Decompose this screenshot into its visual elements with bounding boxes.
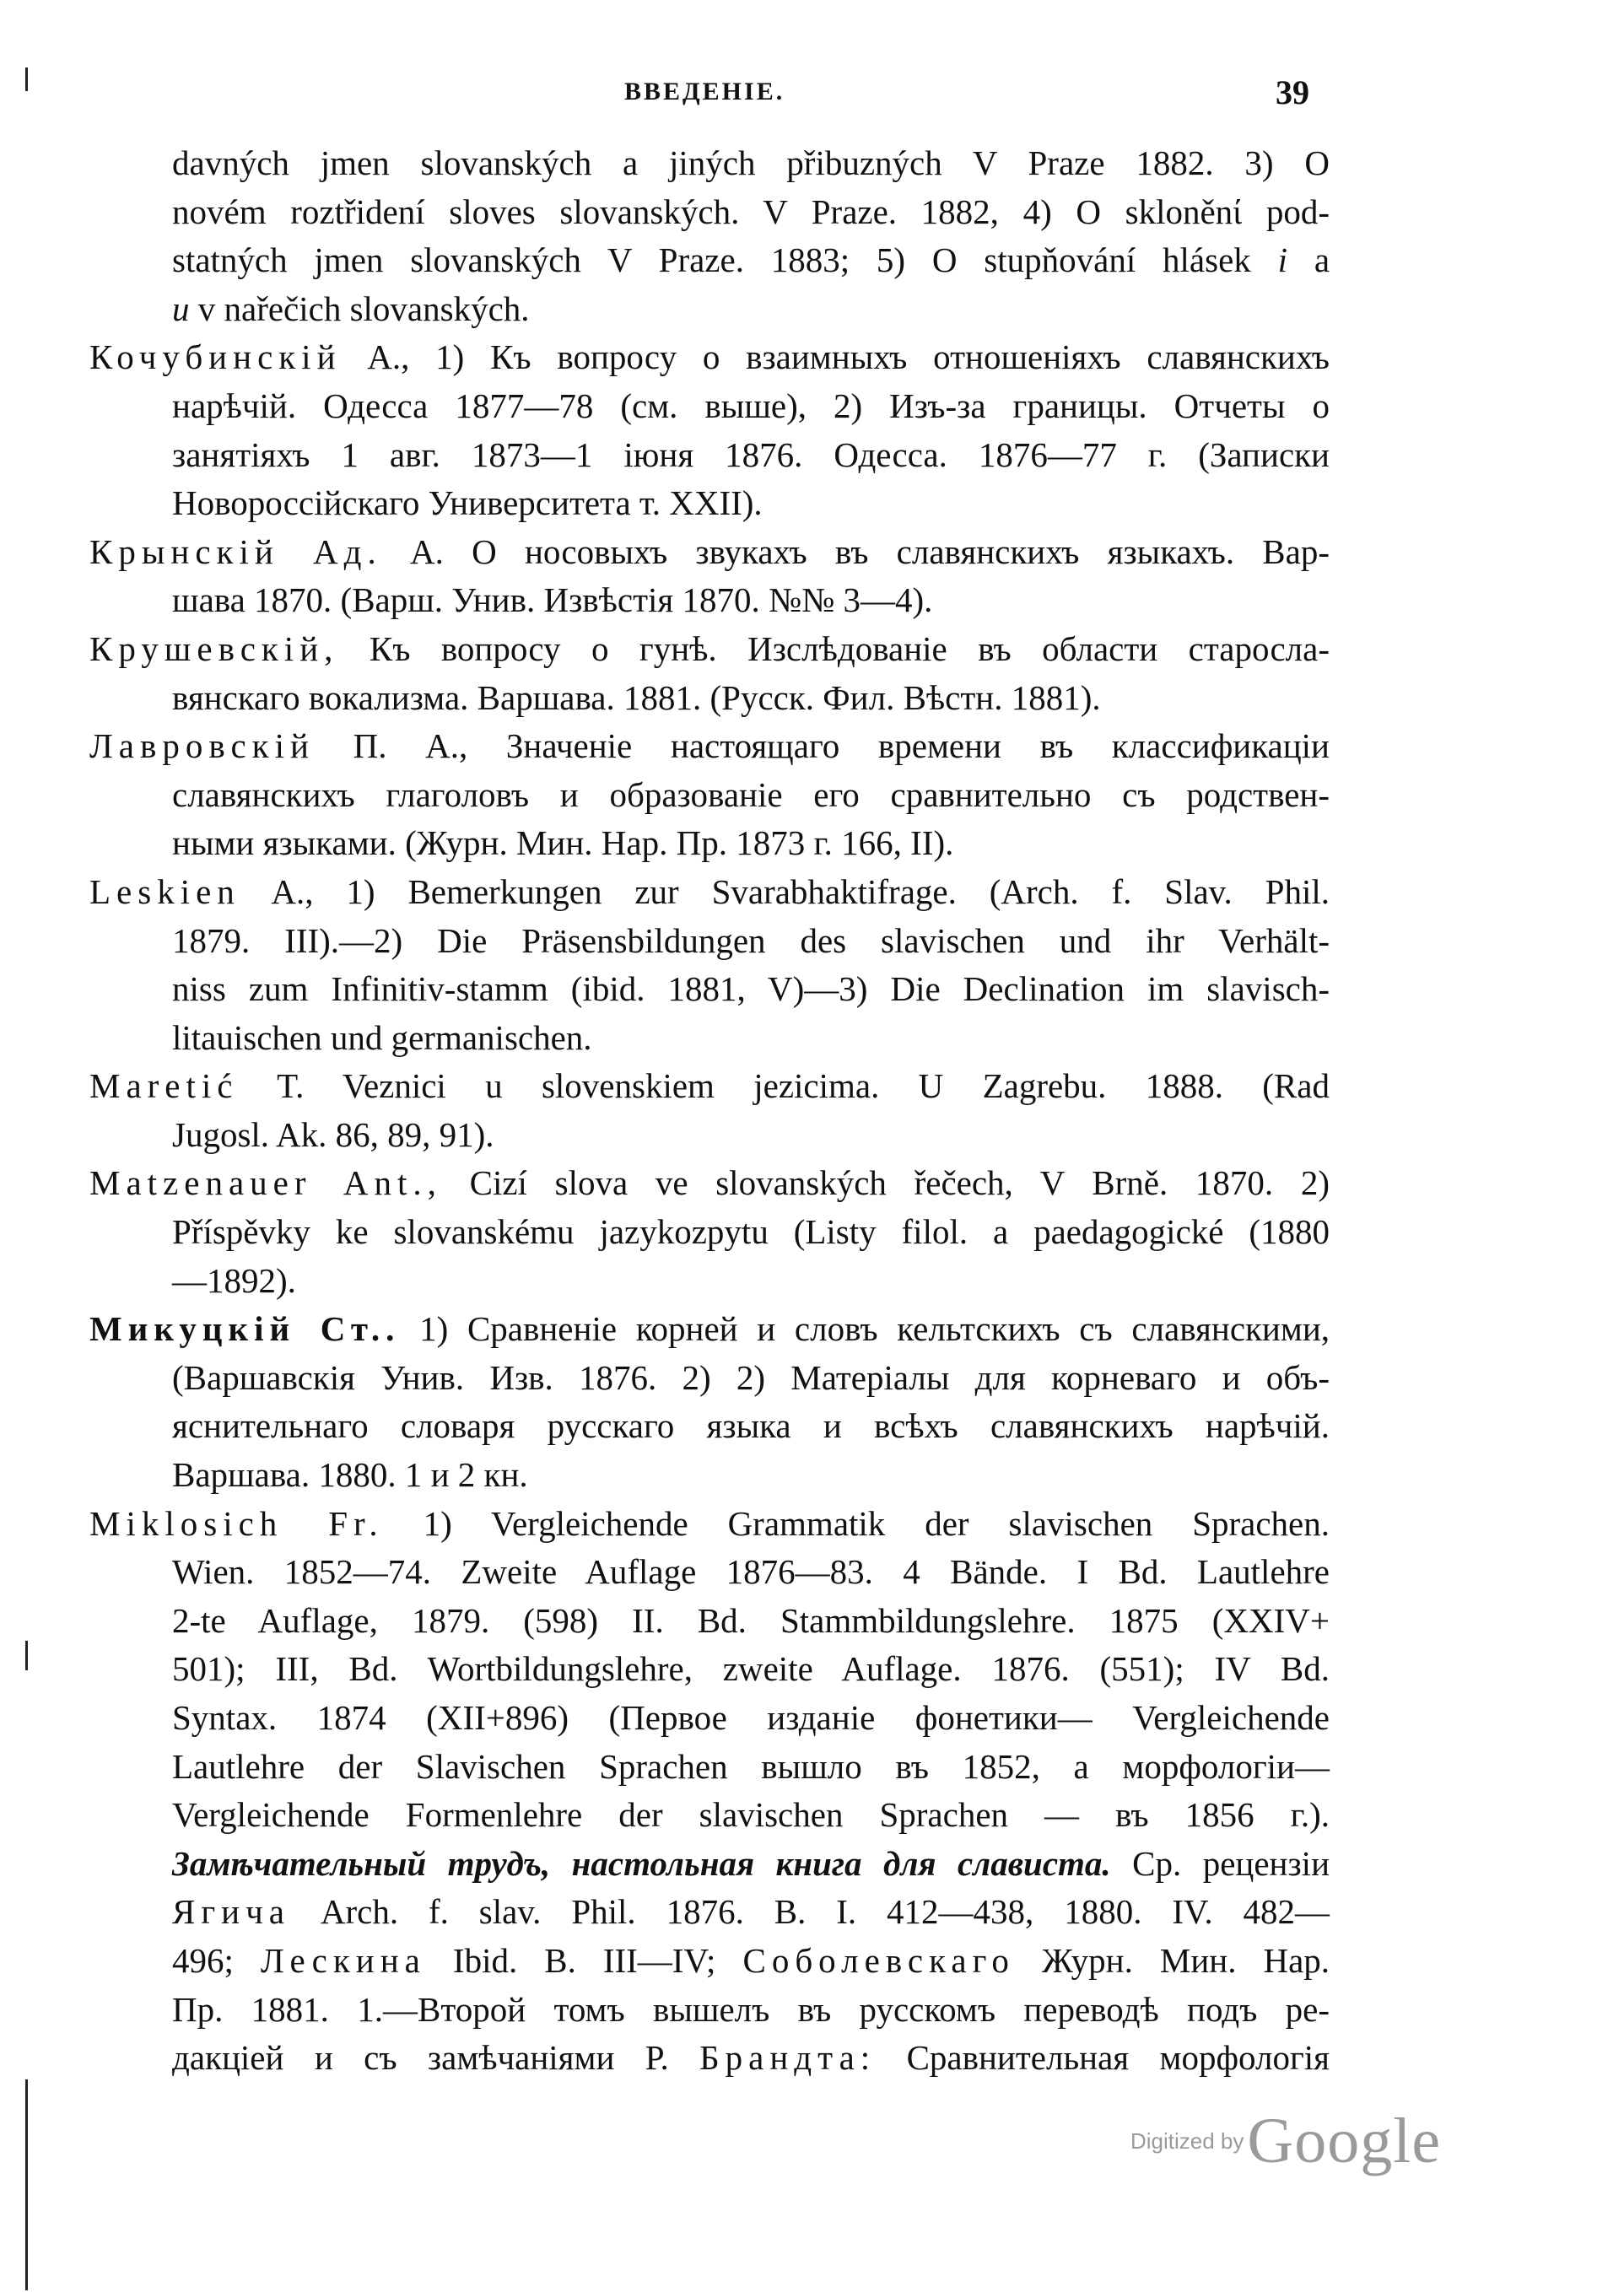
page-edge-bottom	[25, 2079, 28, 2290]
text-line: niss zum Infinitiv-stamm (ibid. 1881, V)—3) Die Declination im slavisch-	[172, 969, 1330, 1009]
bib-entry-maretic: Maretić T. Veznici u slovenskiem jezicima. U Zagrebu. 1888. (Rad	[89, 1066, 1330, 1106]
author-name: Крушевскій,	[89, 628, 339, 668]
author-name: Микуцкій Ст..	[89, 1309, 401, 1349]
text-line: novém roztřidení sloves slovanských. V Praze. 1882, 4) O skloněnί pod-	[172, 191, 1330, 231]
text-line: Příspěvky ke slovanskému jazykozpytu (Listy filol. a paedagogické (1880	[172, 1212, 1330, 1252]
text-line: (Варшавскія Унив. Изв. 1876. 2) 2) Матеріалы для корневаго и объ-	[172, 1357, 1330, 1397]
text-line: славянскихъ глаголовъ и образованіе его сравнительно съ родствен-	[172, 774, 1330, 814]
page-edge-mid	[25, 1641, 28, 1670]
text-line: Vergleichende Formenlehre der slavischen Sprachen — въ 1856 г.).	[172, 1795, 1330, 1835]
text-line: вянскаго вокализма. Варшава. 1881. (Русск. Фил. Вѣстн. 1881).	[172, 677, 1101, 717]
text-line: Wien. 1852—74. Zweite Auflage 1876—83. 4 Bände. I Bd. Lautlehre	[172, 1552, 1330, 1592]
bib-entry-krushevsky: Крушевскій, Къ вопросу о гунѣ. Изслѣдованіе въ области старосла-	[89, 628, 1330, 668]
text-line: davných jmen slovanských a jiných přibuzných V Praze 1882. 3) O	[172, 143, 1330, 182]
bibliography-text	[89, 139, 1330, 2083]
text-line: 2-te Auflage, 1879. (598) II. Bd. Stammbildungslehre. 1875 (XXIV+	[172, 1600, 1330, 1640]
digitized-by-google-watermark	[1130, 2105, 1441, 2181]
author-name: Leskien	[89, 871, 240, 911]
bib-entry-kochubinsky: Кочубинскій А., 1) Къ вопросу о взаимныхъ отношеніяхъ славянскихъ	[89, 337, 1330, 377]
text-line: 501); III, Bd. Wortbildungslehre, zweite Auflage. 1876. (551); IV Bd.	[172, 1649, 1330, 1689]
text-line: ными языками. (Журн. Мин. Нар. Пр. 1873 г. 166, II).	[172, 823, 954, 863]
author-name: Лавровскій	[89, 726, 315, 766]
text-line: —1892).	[172, 1260, 296, 1300]
author-name: Matzenauer Ant.,	[89, 1163, 442, 1203]
text-line: Lautlehre der Slavischen Sprachen вышло въ 1852, а морфологіи—	[172, 1746, 1330, 1786]
page-number: 39	[1276, 73, 1309, 111]
watermark-prefix: Digitized by	[1130, 2128, 1244, 2154]
text-line: 496; Лескина Ibid. B. III—IV; Соболевскаго Журн. Мин. Нар.	[172, 1940, 1330, 1980]
author-name: Ягича	[172, 1892, 290, 1932]
text-line: нарѣчій. Одесса 1877—78 (см. выше), 2) Изъ-за границы. Отчеты о	[172, 386, 1330, 425]
text-line: 1879. III).—2) Die Präsensbildungen des slavischen und ihr Verhält-	[172, 920, 1330, 960]
text-line: яснительнаго словаря русскаго языка и всѣхъ славянскихъ нарѣчій.	[172, 1406, 1330, 1446]
bib-entry-leskien: Leskien A., 1) Bemerkungen zur Svarabhaktifrage. (Arch. f. Slav. Phil.	[89, 871, 1330, 911]
bib-entry-lavrovsky: Лавровскій П. А., Значеніе настоящаго времени въ классификаціи	[89, 726, 1330, 766]
text-line: дакціей и съ замѣчаніями Р. Брандта: Сравнительная морфологія	[172, 2038, 1330, 2078]
author-name: Соболевскаго	[742, 1940, 1015, 1980]
text-line: Новороссійскаго Университета т. XXII).	[172, 483, 763, 523]
bib-entry-matzenauer: Matzenauer Ant., Cizí slova ve slovanských řečech, V Brně. 1870. 2)	[89, 1163, 1330, 1203]
author-name: Лескина	[260, 1940, 426, 1980]
bib-entry-mikutsky: Микуцкій Ст.. 1) Сравненіе корней и словъ кельтскихъ съ славянскими,	[89, 1309, 1330, 1349]
author-name: Кочубинскій	[89, 337, 342, 377]
text-line: u v nařečich slovanských.	[172, 289, 530, 328]
text-line: Пр. 1881. 1.—Второй томъ вышелъ въ русскомъ переводѣ подъ ре-	[172, 1989, 1330, 2029]
author-name: Брандта:	[699, 2038, 877, 2078]
text-line: Jugosl. Ak. 86, 89, 91).	[172, 1114, 494, 1154]
page-header	[0, 73, 1624, 123]
author-name: Miklosich Fr.	[89, 1503, 384, 1543]
text-line: занятіяхъ 1 авг. 1873—1 іюня 1876. Одесса. 1876—77 г. (Записки	[172, 434, 1330, 474]
text-line: statných jmen slovanských V Praze. 1883; 5) O stupňování hlásek i a	[172, 240, 1330, 280]
text-line: Syntax. 1874 (XII+896) (Первое изданіе фонетики— Vergleichende	[172, 1698, 1330, 1737]
text-line: шава 1870. (Варш. Унив. Извѣстія 1870. №№ 3—4).	[172, 580, 933, 620]
author-name: Крынскій Ад.	[89, 531, 382, 571]
text-line: litauischen und germanischen.	[172, 1017, 592, 1057]
bib-entry-krynsky: Крынскій Ад. А. О носовыхъ звукахъ въ славянскихъ языкахъ. Вар-	[89, 531, 1330, 571]
google-logo: Google	[1247, 2106, 1442, 2176]
author-name: Maretić	[89, 1066, 239, 1106]
bib-entry-miklosich: Miklosich Fr. 1) Vergleichende Grammatik der slavischen Sprachen.	[89, 1503, 1330, 1543]
text-line: Варшава. 1880. 1 и 2 кн.	[172, 1455, 528, 1495]
text-line: Ягича Arch. f. slav. Phil. 1876. B. I. 412—438, 1880. IV. 482—	[172, 1892, 1330, 1932]
text-line: Замѣчательный трудъ, настольная книга для слависта. Ср. рецензіи	[172, 1843, 1330, 1883]
running-head: ВВЕДЕНІЕ.	[624, 78, 785, 105]
